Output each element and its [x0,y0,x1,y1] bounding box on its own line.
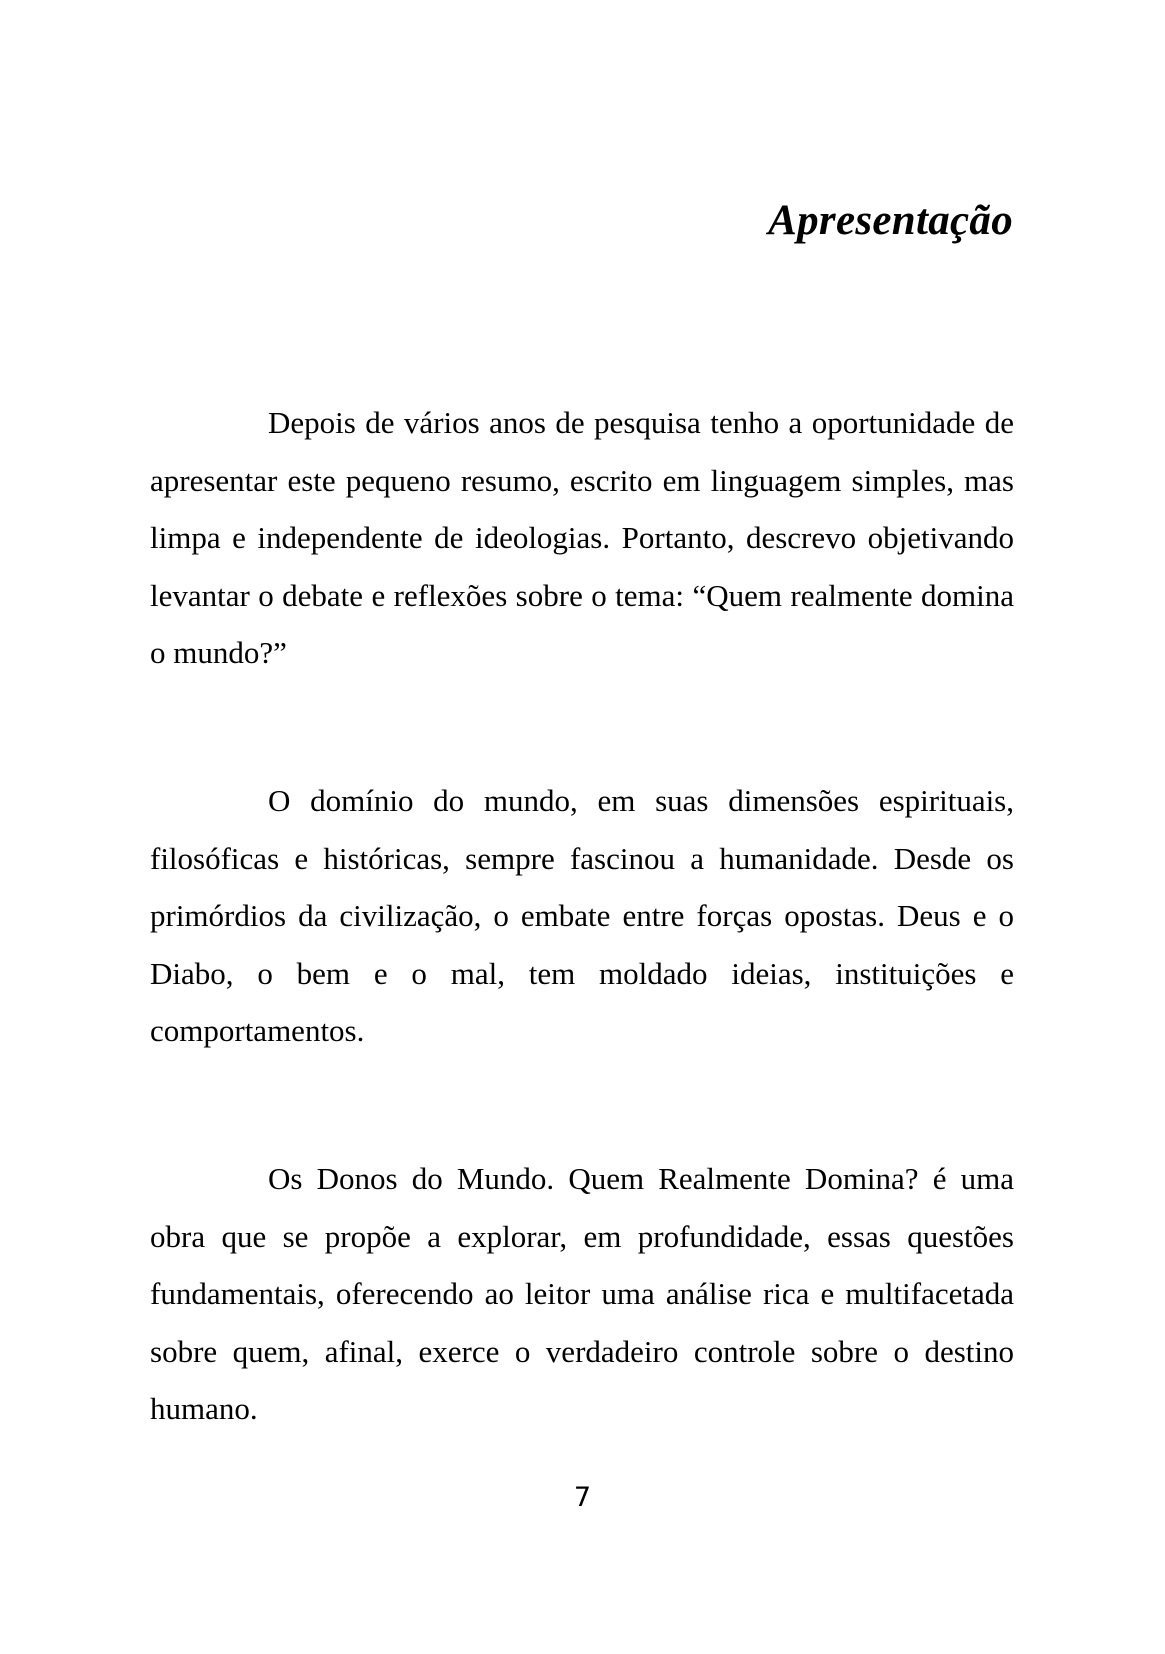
page-title: Apresentação [768,197,1013,244]
paragraph-3: Os Donos do Mundo. Quem Realmente Domina? é uma obra que se propõe a explorar, em profundidade, essas questões fundamentais, oferecendo ao leitor uma análise rica e multifacetada sobre quem, afinal, exerce o verdadeiro controle sobre o destino humano. [150,1161,1014,1426]
paragraph-2: O domínio do mundo, em suas dimensões espirituais, filosóficas e históricas, sempre fascinou a humanidade. Desde os primórdios da civilização, o embate entre forças opostas. Deus e o Diabo, o bem e o mal, tem moldado ideias, instituições e comportamentos. [150,783,1014,1048]
page-number: 7 [573,1482,592,1513]
paragraph-1: Depois de vários anos de pesquisa tenho a oportunidade de apresentar este pequeno resumo, escrito em linguagem simples, mas limpa e independente de ideologias. Portanto, descrevo objetivando levantar o debate e reflexões sobre o tema: “Quem realmente domina o mundo?” [150,405,1014,670]
